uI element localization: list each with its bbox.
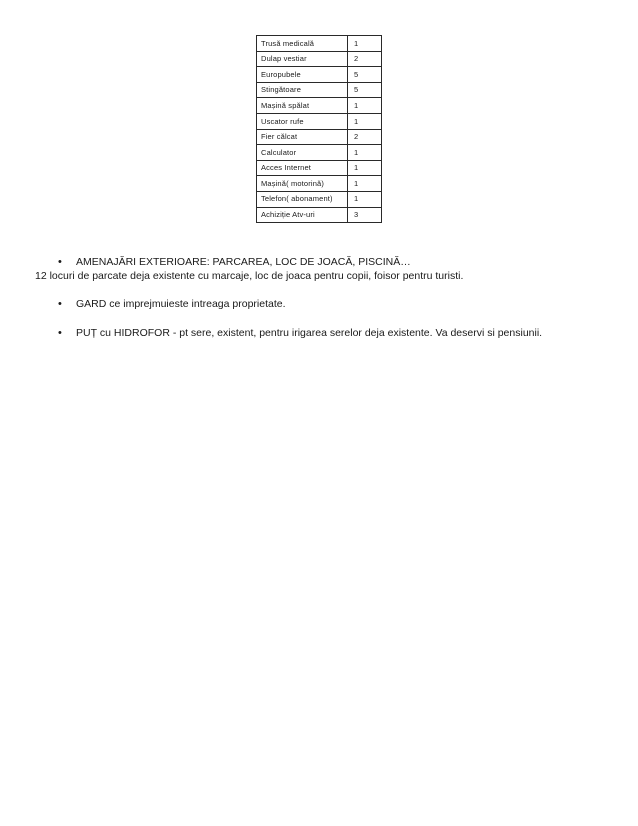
inventory-item-name: Europubele [257,67,348,83]
well-text: PUȚ cu HIDROFOR - pt sere, existent, pentru irigarea serelor deja existente. Va deservi si pensiunii. [76,327,543,339]
exterior-heading: AMENAJĂRI EXTERIOARE: PARCAREA, LOC DE JOACĂ, PISCINĂ… [76,256,411,268]
inventory-item-quantity: 1 [348,36,382,52]
inventory-item-quantity: 1 [348,191,382,207]
inventory-row [257,207,382,223]
inventory-item-name: Acces Internet [257,160,348,176]
inventory-item-quantity: 1 [348,176,382,192]
inventory-row [257,160,382,176]
inventory-table [256,35,382,223]
inventory-item-name: Mașină spălat [257,98,348,114]
inventory-item-name: Achiziție Atv-uri [257,207,348,223]
inventory-row [257,36,382,52]
inventory-item-name: Stingătoare [257,82,348,98]
fence-bullet [58,299,286,310]
bullet-icon: • [58,298,62,310]
inventory-item-name: Mașină( motorină) [257,176,348,192]
fence-text: GARD ce imprejmuieste intreaga proprietate. [76,298,286,310]
inventory-item-quantity: 2 [348,51,382,67]
inventory-item-name: Uscator rufe [257,113,348,129]
inventory-item-quantity: 5 [348,82,382,98]
inventory-row [257,129,382,145]
inventory-item-name: Fier călcat [257,129,348,145]
well-bullet [58,328,542,339]
inventory-row [257,191,382,207]
bullet-icon: • [58,256,62,268]
inventory-row [257,98,382,114]
inventory-item-quantity: 1 [348,113,382,129]
inventory-item-quantity: 1 [348,160,382,176]
inventory-row [257,67,382,83]
inventory-item-quantity: 1 [348,145,382,161]
inventory-item-quantity: 2 [348,129,382,145]
exterior-description: 12 locuri de parcate deja existente cu marcaje, loc de joaca pentru copii, foisor pentru turisti. [35,270,464,282]
inventory-row [257,51,382,67]
inventory-item-quantity: 5 [348,67,382,83]
inventory-item-quantity: 1 [348,98,382,114]
bullet-icon: • [58,327,62,339]
exterior-heading-bullet [58,257,411,268]
inventory-row [257,176,382,192]
inventory-item-name: Telefon( abonament) [257,191,348,207]
inventory-row [257,145,382,161]
inventory-item-quantity: 3 [348,207,382,223]
inventory-table-body [257,36,382,223]
inventory-item-name: Trusă medicală [257,36,348,52]
inventory-item-name: Calculator [257,145,348,161]
inventory-row [257,82,382,98]
inventory-item-name: Dulap vestiar [257,51,348,67]
inventory-row [257,113,382,129]
